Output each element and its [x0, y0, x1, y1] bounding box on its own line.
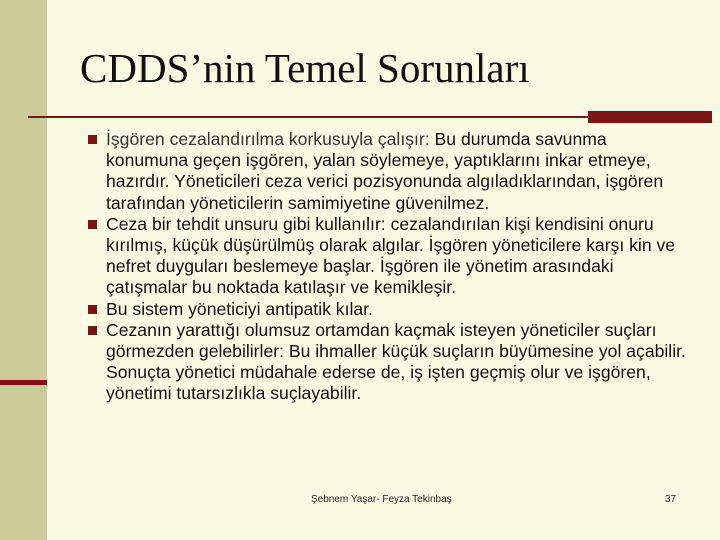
bullet-text: Ceza bir tehdit unsuru gibi kullanılır: cezalandırılan kişi kendisini onuru kırılmış, küçük düşürülmüş olarak algılar. İşgören yöneticilere karşı kin ve nefret duyguları beslemeye başlar. İşgören ile yönetim arasındaki çatışmalar bu noktada katılaşır ve kemikleşir. [106, 213, 676, 298]
slide-title: CDDS’nin Temel Sorunları [80, 45, 530, 91]
bullet-item [88, 299, 688, 320]
bullet-lead: İşgören cezalandırılma korkusuyla çalışır: [106, 129, 430, 149]
footer-author: Şebnem Yaşar- Feyza Tekinbaş [311, 494, 452, 505]
slide-footer [0, 494, 720, 508]
title-divider [28, 111, 684, 125]
side-accent-bar [0, 380, 47, 385]
bullet-text: Cezanın yarattığı olumsuz ortamdan kaçmak isteyen yöneticiler suçları görmezden gelebilirler: Bu ihmaller küçük suçların büyümesine yol açabilir. Sonuçta yönetici müdahale ederse de, iş işten geçmiş olur ve işgören, yönetimi tutarsızlıkla suçlayabilir. [106, 319, 686, 404]
bullet-item [88, 214, 688, 299]
bullet-item [88, 129, 688, 214]
bullet-text: Bu durumda savunma konumuna geçen işgören, yalan söylemeye, yaptıklarını inkar etmeye, hazırdır. Yöneticileri ceza verici pozisyonunda algıladıklarından, işgören tarafından yöneticilerin samimiyetine güvenilmez. [106, 129, 664, 213]
title-divider-accent [588, 111, 712, 123]
square-bullet-icon [88, 305, 97, 314]
bullet-text: Bu sistem yöneticiyi antipatik kılar. [106, 298, 373, 319]
square-bullet-icon [88, 135, 97, 144]
title-divider-line [28, 116, 684, 118]
square-bullet-icon [88, 326, 97, 335]
page-number: 37 [665, 494, 677, 505]
bullet-item [88, 320, 688, 405]
bullet-list [88, 129, 688, 405]
square-bullet-icon [88, 220, 97, 229]
left-decorative-band [0, 0, 47, 540]
